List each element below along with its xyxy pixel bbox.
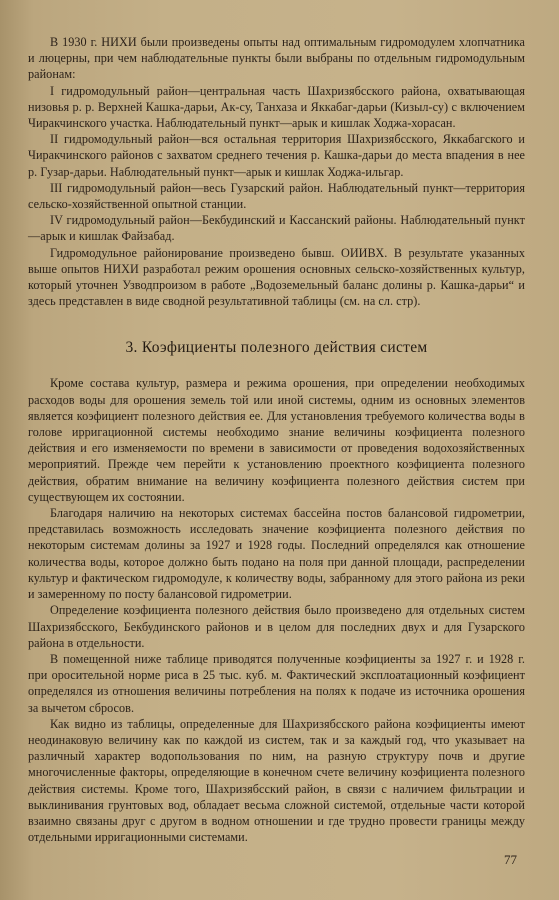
paragraph: В помещенной ниже таблице приводятся полученные коэфициенты за 1927 г. и 1928 г. при оросительной норме риса в 25 тыс. куб. м. Фактический эксплоатационный коэфициент определялся из отношения величины потребления на полях к подаче из источника орошения за вычетом сбросов. <box>28 651 525 715</box>
page-number: 77 <box>504 852 517 867</box>
paragraph: Гидромодульное районирование произведено бывш. ОИИВХ. В результате указанных выше опытов НИХИ разработал режим орошения основных сельско-хозяйственных культур, который уточнен Узводпроизом в работе „Водоземельный баланс долины р. Кашка-дарьи“ и здесь представлен в виде сводной результативной таблицы (см. на сл. стр). <box>28 245 525 309</box>
bottom-text-block <box>28 375 525 845</box>
paragraph: В 1930 г. НИХИ были произведены опыты над оптимальным гидромодулем хлопчатника и люцерны, при чем наблюдательные пункты были выбраны по отдельным гидромодульным районам: <box>28 35 525 82</box>
section-title: 3. Коэфициенты полезного действия систем <box>125 339 428 357</box>
paragraph: IV гидромодульный район—Бекбудинский и Кассанский районы. Наблюдательный пункт—арык и кишлак Файзабад. <box>28 213 525 244</box>
paragraph: Как видно из таблицы, определенные для Шахризябсского района коэфициенты имеют неодинаковую величину как по каждой из систем, так и за каждый год, что указывает на различный характер водопользования по ним, на разную структуру почв и другие многочисленные факторы, определяющие в конечном счете величину коэфициента полезного действия системы. Кроме того, Шахризябсский район, в связи с наличием фильтрации и выклинивания грунтовых вод, обладает весьма сложной системой, отдельные части которой взаимно связаны друг с другом в водном отношении и где трудно провести границы между отдельными ирригационными системами. <box>28 716 525 845</box>
paragraph: I гидромодульный район—центральная часть Шахризябсского района, охватывающая низовья р. р. Верхней Кашка-дарьи, Ак-су, Танхаза и Яккабаг-дарьи (Кизыл-су) с включением Чиракчинского участка. Наблюдательный пункт—арык и кишлак Ходжа-хорасан. <box>28 83 525 131</box>
top-text-block <box>28 34 525 309</box>
paragraph: Определение коэфициента полезного действия было произведено для отдельных систем Шахризябсского, Бекбудинского районов и в целом для последних двух и для Гузарского района в отдельности. <box>28 603 525 650</box>
paragraph: III гидромодульный район—весь Гузарский район. Наблюдательный пункт—территория сельско-хозяйственной опытной станции. <box>28 180 525 212</box>
paragraph: Кроме состава культур, размера и режима орошения, при определении необходимых расходов воды для орошения земель той или иной системы, одним из основных элементов является коэфициент полезного действия ее. Для установления требуемого количества воды в голове ирригационной системы необходимо знание величины коэфициента полезного действия и его изменяемости по времени в зависимости от проведения водохозяйственных мероприятий. Прежде чем перейти к установлению проектного коэфициента полезного действия, обратим внимание на величину коэфициента полезного действия систем при существующем их состоянии. <box>28 376 525 504</box>
paragraph: Благодаря наличию на некоторых системах бассейна постов балансовой гидрометрии, представилась возможность исследовать значение коэфициента полезного действия по некоторым системам долины за 1927 и 1928 годы. Последний определялся как отношение количества воды, которое должно быть подано на поля при данной площади, распределении культур и фактическом гидромодуле, к количеству воды, забранному для этого района из реки и замеренному по посту балансовой гидрометрии. <box>28 506 525 602</box>
paragraph: II гидромодульный район—вся остальная территория Шахризябсского, Яккабагского и Чиракчинского районов с захватом среднего течения р. Кашка-дарьи до места впадения в нее р. Гузар-дарьи. Наблюдательный пункт—арык и кишлак Ходжа-ильгар. <box>28 132 525 179</box>
